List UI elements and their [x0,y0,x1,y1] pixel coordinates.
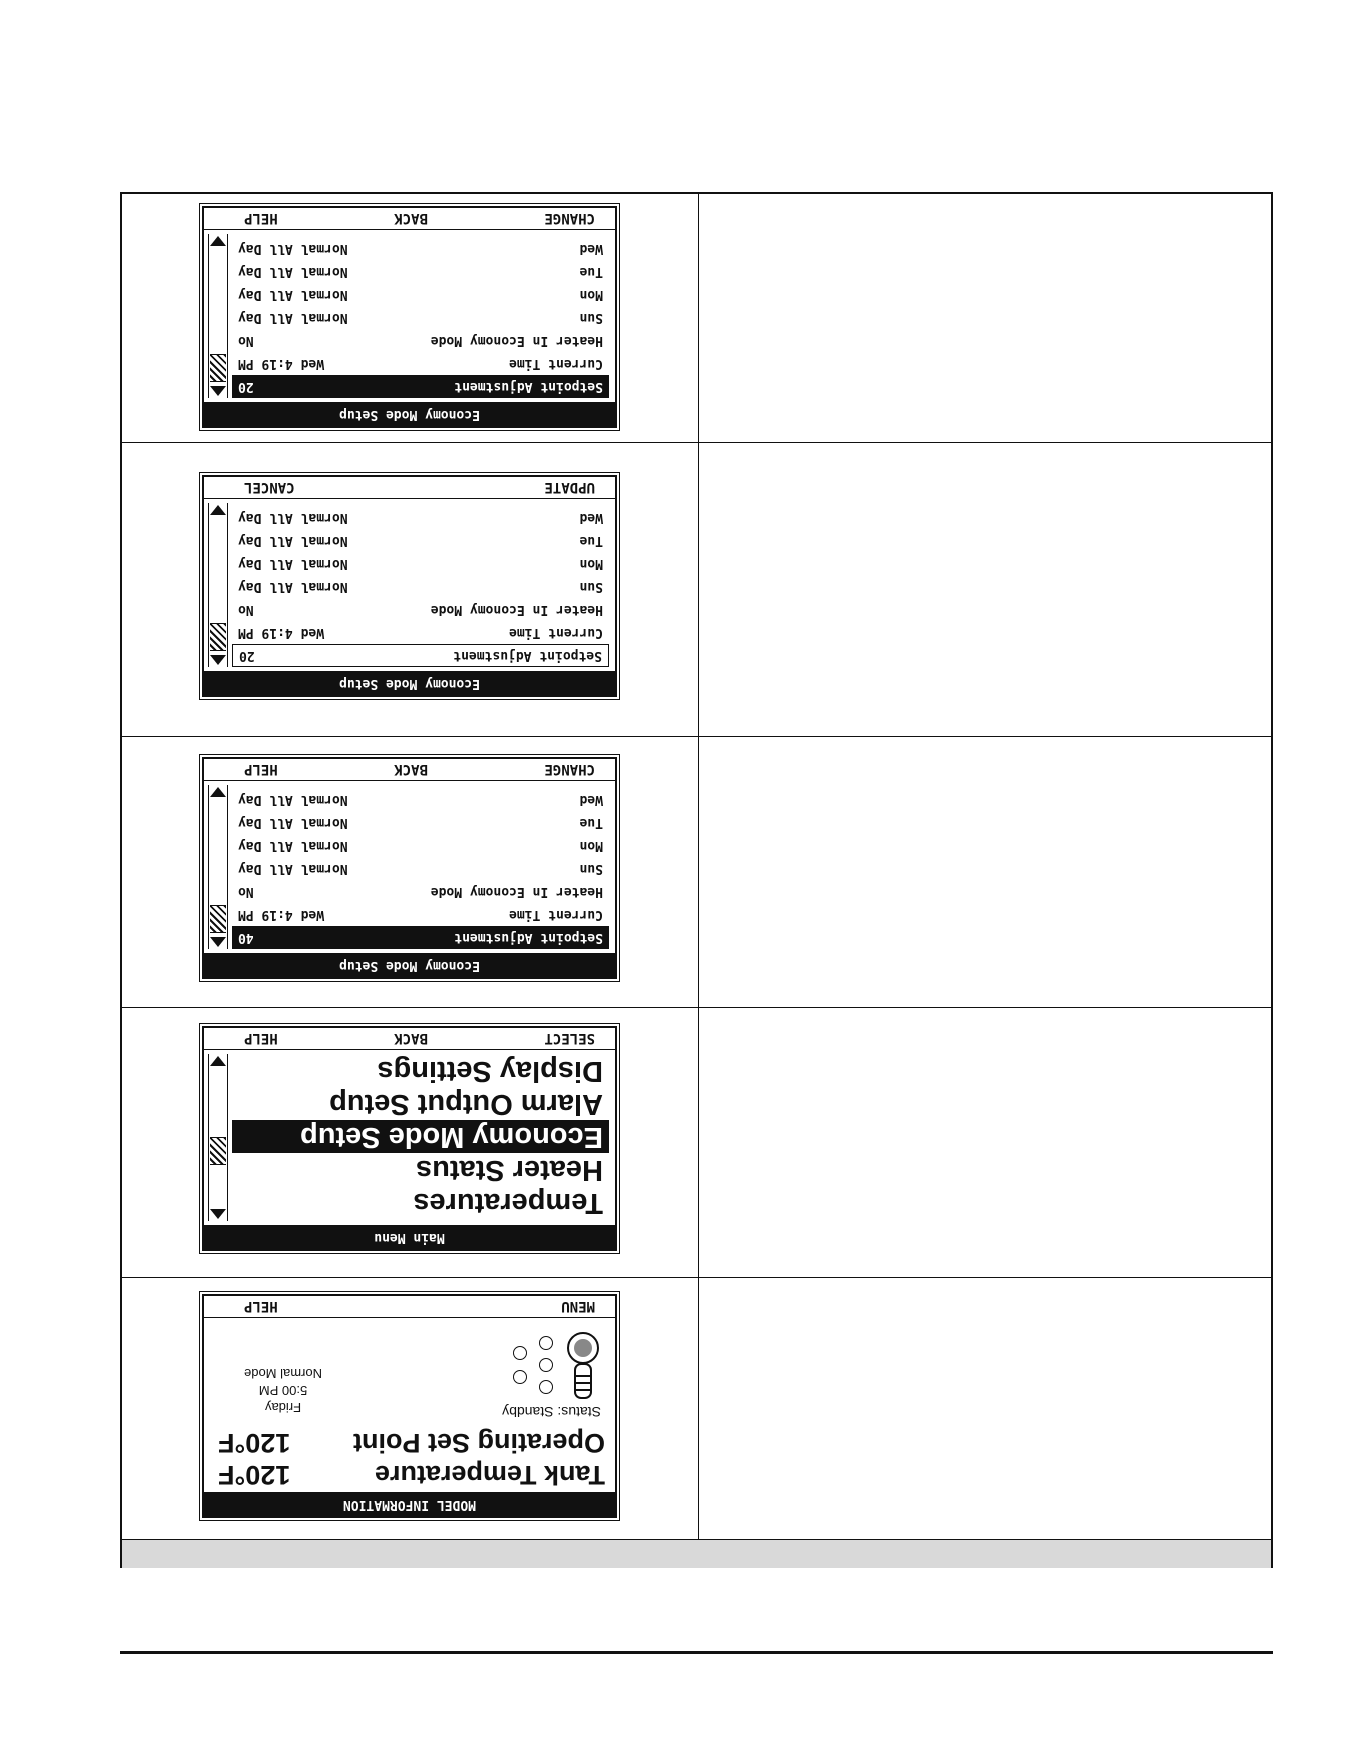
list-item [232,834,609,857]
scrollbar [208,1054,228,1221]
menu-item-display-settings: Display Settings [377,1055,603,1087]
row-label: Sun [579,861,603,876]
softkey-help: HELP [244,1030,278,1047]
scrollbar [208,503,228,667]
list-item [232,575,609,598]
row-label: Wed [579,510,603,525]
row-label: Tue [579,815,603,830]
row-label: Wed [579,792,603,807]
scroll-thumb [210,905,226,933]
tank-temperature-line [218,1459,605,1490]
row-value: Wed 4:19 PM [238,356,325,371]
set-point-line [218,1427,605,1458]
status-text: Status: Standby [502,1404,601,1420]
lcd-economy-setup-3 [202,757,617,979]
list-item [232,788,609,811]
row-value: Normal All Day [238,264,348,279]
menu-item-heater-status: Heater Status [416,1154,603,1186]
day-text: Friday [264,1400,302,1415]
scroll-down-icon [210,505,226,515]
row-label: Tue [579,264,603,279]
row-label: Wed [579,241,603,256]
scroll-up-icon [210,937,226,947]
scroll-thumb [210,354,226,382]
list-item [232,903,609,926]
softkey-bar [204,1296,615,1318]
softkey-update: UPDATE [544,479,595,496]
row-value: Normal All Day [238,792,348,807]
page-bottom-rule [120,1651,1273,1654]
lcd-title: Main Menu [204,1225,615,1249]
row-label: Current Time [509,356,603,371]
row-label: Current Time [509,625,603,640]
lcd-main-menu [202,1026,617,1251]
row-label: Sun [579,310,603,325]
lcd-economy-setup-1 [202,206,617,428]
list-item [232,644,609,667]
softkey-change: CHANGE [544,210,595,227]
softkey-help: HELP [244,1298,278,1315]
heater-element-icon [565,1324,601,1400]
list-item [232,880,609,903]
lcd-title: Economy Mode Setup [204,671,615,695]
set-point-label: Operating Set Point [352,1428,605,1458]
row-value: Normal All Day [238,533,348,548]
indicator-circle-icon [513,1346,527,1360]
time-text: 5:00 PM [258,1383,308,1398]
softkey-help: HELP [244,761,278,778]
indicator-circle-icon [539,1358,553,1372]
table-row [122,443,1271,737]
row-value: No [238,333,254,348]
list-item [232,283,609,306]
softkey-bar [204,208,615,230]
mode-text: Normal Mode [244,1366,323,1381]
table-row [122,194,1271,443]
row-value: Normal All Day [238,861,348,876]
menu-item-economy-mode-setup: Economy Mode Setup [232,1120,609,1153]
softkey-menu: MENU [561,1298,595,1315]
table-row [122,1008,1271,1278]
list-item [232,375,609,398]
softkey-back: BACK [394,1030,428,1047]
lcd-list [232,788,609,949]
indicator-circle-icon [513,1370,527,1384]
row-label: Setpoint Adjustment [453,648,602,663]
table-row [122,737,1271,1008]
scroll-down-icon [210,1056,226,1066]
row-value: No [238,884,254,899]
row-value: Normal All Day [238,510,348,525]
lcd-list [232,237,609,398]
list-item [232,552,609,575]
row-label: Heater In Economy Mode [430,333,603,348]
softkey-back: BACK [394,761,428,778]
list-item [232,926,609,949]
row-label: Mon [579,838,603,853]
row-value: Normal All Day [238,287,348,302]
row-label: Tue [579,533,603,548]
scrollbar [208,234,228,398]
row-value: 20 [238,379,254,394]
indicator-circle-icon [539,1380,553,1394]
row-value: Normal All Day [238,556,348,571]
scroll-down-icon [210,787,226,797]
procedure-table [120,192,1273,1568]
row-value: Normal All Day [238,579,348,594]
row-value: Normal All Day [238,838,348,853]
row-label: Heater In Economy Mode [430,884,603,899]
lcd-economy-setup-2 [202,475,617,697]
row-value: Normal All Day [238,815,348,830]
row-label: Mon [579,556,603,571]
softkey-select: SELECT [544,1030,595,1047]
list-item [232,352,609,375]
scroll-up-icon [210,386,226,396]
scroll-up-icon [210,655,226,665]
row-value: Normal All Day [238,241,348,256]
softkey-bar [204,759,615,781]
softkey-cancel: CANCEL [244,479,295,496]
softkey-back: BACK [394,210,428,227]
scroll-thumb [210,1137,226,1165]
lcd-list [232,506,609,667]
menu-item-temperatures: Temperatures [413,1187,603,1219]
tank-temperature-value: 120°F [218,1460,291,1490]
list-item [232,506,609,529]
row-value: 20 [239,648,255,663]
date-time-block [244,1365,322,1416]
home-body [204,1320,615,1492]
row-label: Sun [579,579,603,594]
tank-temperature-label: Tank Temperature [374,1460,605,1490]
row-value: Normal All Day [238,310,348,325]
table-footer-row [122,1540,1271,1568]
list-item [232,598,609,621]
row-label: Setpoint Adjustment [454,379,603,394]
list-item [232,857,609,880]
row-value: No [238,602,254,617]
softkey-change: CHANGE [544,761,595,778]
set-point-value: 120°F [218,1428,291,1458]
list-item [232,621,609,644]
row-label: Setpoint Adjustment [454,930,603,945]
table-row [122,1278,1271,1540]
scroll-thumb [210,623,226,651]
row-value: 40 [238,930,254,945]
lcd-menu-list [232,1054,609,1219]
row-value: Wed 4:19 PM [238,625,325,640]
lcd-title: Economy Mode Setup [204,953,615,977]
softkey-bar [204,1028,615,1050]
list-item [232,329,609,352]
scrollbar [208,785,228,949]
row-label: Current Time [509,907,603,922]
list-item [232,237,609,260]
scroll-up-icon [210,1209,226,1219]
row-value: Wed 4:19 PM [238,907,325,922]
list-item [232,529,609,552]
list-item [232,306,609,329]
lcd-title: MODEL INFORMATION [204,1492,615,1516]
softkey-bar [204,477,615,499]
softkey-help: HELP [244,210,278,227]
menu-item-alarm-output-setup: Alarm Output Setup [329,1088,603,1120]
row-label: Mon [579,287,603,302]
row-label: Heater In Economy Mode [430,602,603,617]
lcd-home-screen [202,1294,617,1518]
list-item [232,260,609,283]
lcd-title: Economy Mode Setup [204,402,615,426]
list-item [232,811,609,834]
scroll-down-icon [210,236,226,246]
indicator-circle-icon [539,1336,553,1350]
